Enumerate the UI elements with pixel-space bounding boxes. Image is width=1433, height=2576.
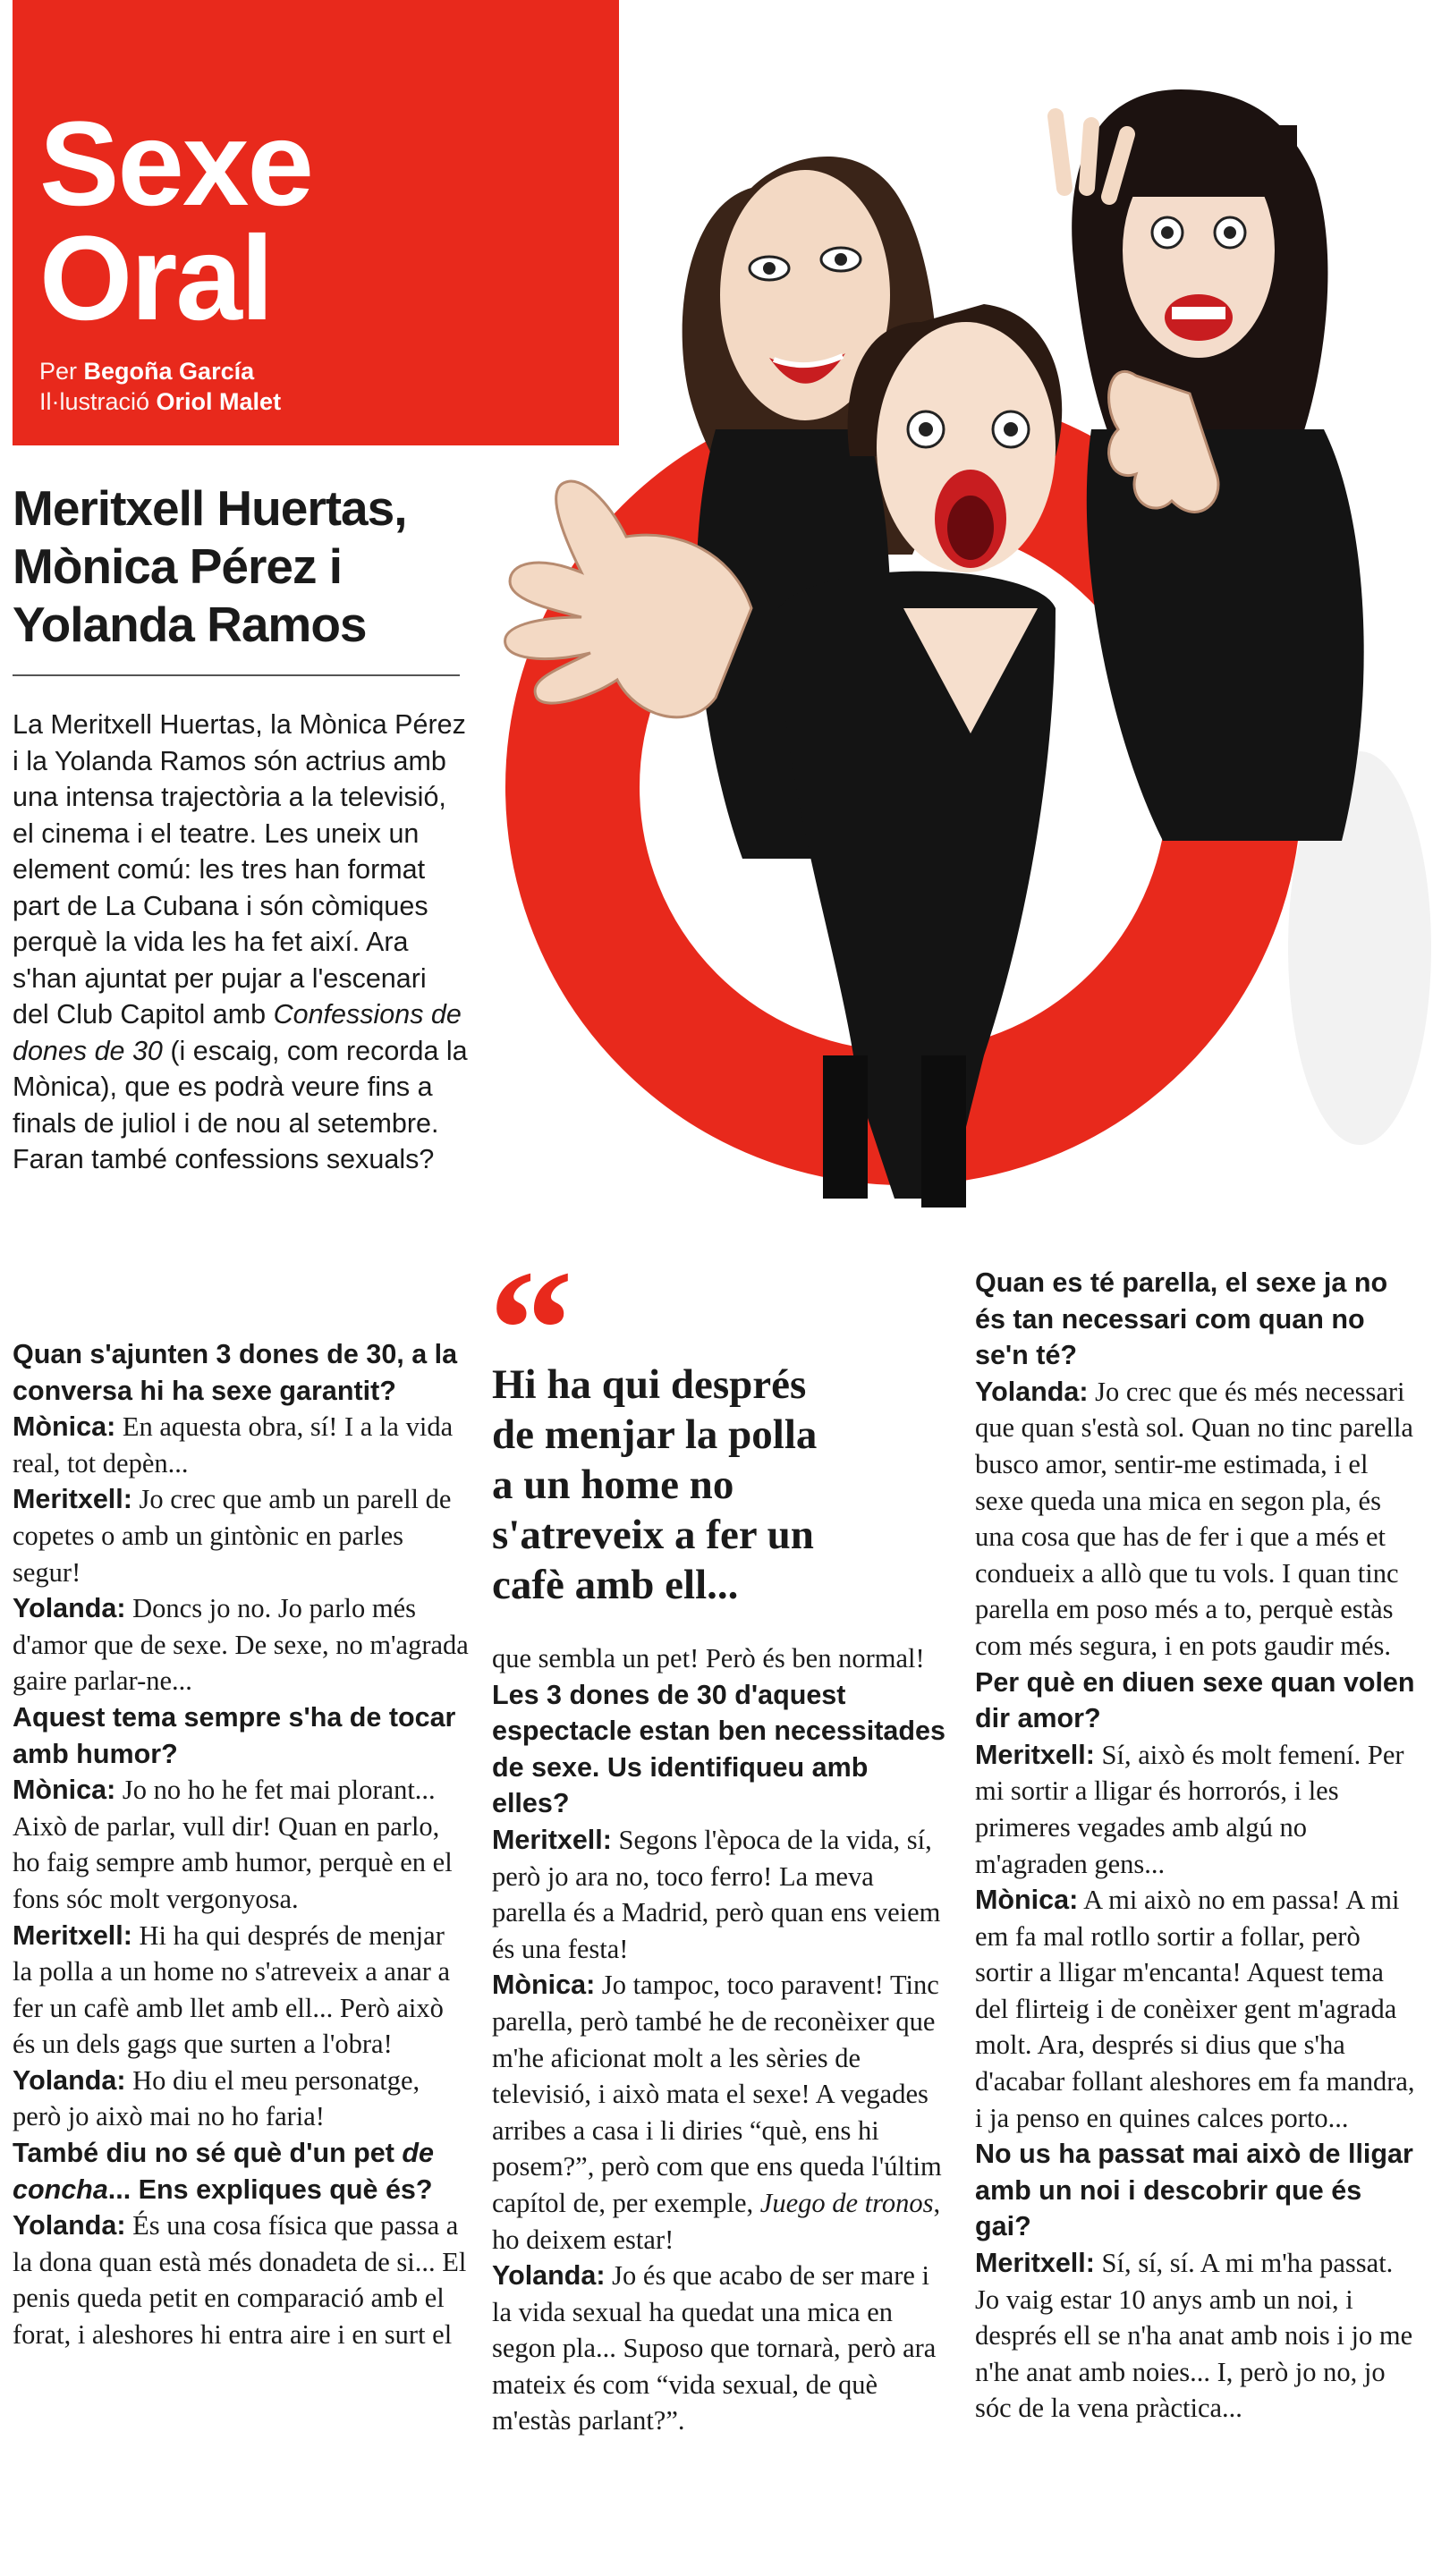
pull-quote bbox=[492, 1360, 957, 1610]
speaker: Mònica: bbox=[13, 1775, 116, 1806]
interviewee-names bbox=[13, 479, 478, 654]
answer-continued: que sembla un pet! Però és ben normal! bbox=[492, 1643, 925, 1674]
interview-column-3 bbox=[975, 1265, 1422, 2427]
pullquote-line-5: cafè amb ell... bbox=[492, 1562, 739, 1608]
answer bbox=[13, 2207, 469, 2352]
speaker: Yolanda: bbox=[975, 1376, 1089, 1407]
answer-text: Jo tampoc, toco paravent! Tinc parella, però també he de reconèixer que m'he aficionat molt a les sèries de televisió, i això mata el sexe! A vegades arribes a casa i li diries “què, ens hi posem?”, però com que ens queda l'últim capítol de, per exemple, bbox=[492, 1970, 942, 2218]
answer-text: És una cosa física que passa a la dona quan està més donadeta de si... El penis queda petit en comparació amb el forat, i aleshores hi entra aire i en surt el bbox=[13, 2210, 467, 2351]
speaker: Mònica: bbox=[13, 1411, 116, 1443]
illustration-credit bbox=[39, 386, 281, 417]
answer-text: Doncs jo no. Jo parlo més d'amor que de sexe. De sexe, no m'agrada gaire parlar-ne... bbox=[13, 1593, 469, 1697]
pullquote-line-4: s'atreveix a fer un bbox=[492, 1512, 814, 1558]
answer bbox=[975, 1737, 1422, 1882]
byline-prefix: Per bbox=[39, 358, 78, 385]
answer-text: Jo crec que és més necessari que quan s'està sol. Quan no tinc parella busco amor, sentir-me estimada, i el sexe queda una mica en segon pla, és una cosa que has de fer i que a més et condueix a allò que tu vols. I quan tinc parella em poso més a to, perquè estàs com més segura, i en pots gaudir més. bbox=[975, 1376, 1413, 1661]
answer-text: Sí, sí, sí. A mi m'ha passat. Jo vaig estar 10 anys amb un noi, i després ell se n'ha anat amb nois i jo me n'he anat amb noies... I, però jo no, jo sóc de la vena pràctica... bbox=[975, 2248, 1413, 2424]
intro-text-start: La Meritxell Huertas, la Mònica Pérez i la Yolanda Ramos són actrius amb una intensa trajectòria a la televisió, el cinema i el teatre. Les uneix un element comú: les tres han format part de La Cubana i són còmiques perquè la vida les ha fet així. Ara s'han ajuntat per pujar a l'escenari del Club Capitol amb bbox=[13, 709, 466, 1030]
answer-text: Segons l'època de la vida, sí, però jo ara no, toco ferro! La meva parella és a Madrid, però quan ens veiem és una festa! bbox=[492, 1824, 941, 1964]
intro-paragraph bbox=[13, 707, 469, 1178]
answer bbox=[492, 1822, 948, 1967]
answer-text: Ho diu el meu personatge, però jo això mai no ho faria! bbox=[13, 2064, 420, 2132]
answer bbox=[13, 1590, 469, 1699]
section-title bbox=[39, 97, 312, 345]
answer bbox=[13, 1481, 469, 1590]
speaker: Yolanda: bbox=[13, 2064, 126, 2096]
question-text-end: ... Ens expliques què és? bbox=[107, 2174, 433, 2205]
pullquote-line-3: a un home no bbox=[492, 1462, 734, 1508]
title-line-1: Sexe bbox=[39, 97, 312, 231]
speaker: Yolanda: bbox=[13, 1593, 126, 1624]
pullquote-line-2: de menjar la polla bbox=[492, 1411, 818, 1458]
interview-column-2 bbox=[492, 1640, 948, 2439]
answer bbox=[13, 1409, 469, 1481]
question: Quan s'ajunten 3 dones de 30, a la conversa hi ha sexe garantit? bbox=[13, 1339, 458, 1406]
question: Per què en diuen sexe quan volen dir amor? bbox=[975, 1666, 1415, 1734]
answer bbox=[13, 2063, 469, 2135]
question: Quan es té parella, el sexe ja no és tan necessari com quan no se'n té? bbox=[975, 1267, 1388, 1371]
heading-divider bbox=[13, 674, 460, 676]
credits bbox=[39, 356, 281, 417]
names-line-2: Mònica Pérez i bbox=[13, 538, 343, 594]
question bbox=[13, 2135, 469, 2207]
speaker: Yolanda: bbox=[492, 2260, 606, 2292]
series-title: Juego de tronos bbox=[759, 2187, 934, 2218]
names-line-1: Meritxell Huertas, bbox=[13, 480, 407, 536]
title-line-2: Oral bbox=[39, 212, 273, 345]
answer-text: Jo és que acabo de ser mare i la vida sexual ha quedat una mica en segon pla... Suposo que tornarà, però ara mateix és com “vida sexual, de què m'estàs parlant?”. bbox=[492, 2260, 937, 2436]
speaker: Meritxell: bbox=[975, 1739, 1095, 1770]
answer-text: En aquesta obra, sí! I a la vida real, tot depèn... bbox=[13, 1411, 454, 1479]
answer bbox=[13, 1918, 469, 2063]
answer-text: Hi ha qui després de menjar la polla a un home no s'atreveix a anar a fer un cafè amb llet amb ell... Però això és un dels gags que surten a l'obra! bbox=[13, 1919, 451, 2060]
caricature-illustration bbox=[483, 54, 1431, 1234]
speaker: Yolanda: bbox=[13, 2210, 126, 2241]
answer bbox=[13, 1772, 469, 1917]
speaker: Mònica: bbox=[492, 1970, 596, 2001]
answer bbox=[975, 1374, 1422, 1665]
answer-text: Sí, això és molt femení. Per mi sortir a lligar és horrorós, i les primeres vegades amb algú no m'agraden gens... bbox=[975, 1739, 1404, 1879]
show-title: Confessions de dones de 30 bbox=[13, 999, 462, 1066]
illustration-prefix: Il·lustració bbox=[39, 388, 150, 415]
intro-text-end: (i escaig, com recorda la Mònica), que es podrà veure fins a finals de juliol i de nou al setembre. Faran també confessions sexuals? bbox=[13, 1035, 468, 1174]
question: No us ha passat mai això de lligar amb un noi i descobrir que és gai? bbox=[975, 2139, 1413, 2242]
byline bbox=[39, 356, 281, 386]
speaker: Meritxell: bbox=[975, 2248, 1095, 2279]
question-italic: de concha bbox=[13, 2138, 434, 2205]
question: Aquest tema sempre s'ha de tocar amb humor? bbox=[13, 1701, 456, 1769]
answer bbox=[975, 1882, 1422, 2136]
speaker: Mònica: bbox=[975, 1885, 1079, 1916]
names-line-3: Yolanda Ramos bbox=[13, 597, 367, 652]
byline-author: Begoña García bbox=[83, 358, 255, 385]
answer-text-end: , ho deixem estar! bbox=[492, 2187, 941, 2255]
speaker: Meritxell: bbox=[13, 1484, 132, 1515]
illustrator-name: Oriol Malet bbox=[156, 388, 282, 415]
answer-text: Jo crec que amb un parell de copetes o amb un gintònic en parles segur! bbox=[13, 1484, 452, 1588]
speaker: Meritxell: bbox=[492, 1824, 612, 1855]
speaker: Meritxell: bbox=[13, 1919, 132, 1951]
answer bbox=[492, 2258, 948, 2439]
quote-mark-icon: “ bbox=[488, 1236, 573, 1424]
question-text: També diu no sé què d'un pet bbox=[13, 2138, 403, 2169]
pullquote-line-1: Hi ha qui després bbox=[492, 1361, 807, 1408]
question: Les 3 dones de 30 d'aquest espectacle estan ben necessitades de sexe. Us identifiqueu amb elles? bbox=[492, 1679, 945, 1819]
answer bbox=[492, 1967, 948, 2258]
answer-text: A mi això no em passa! A mi em fa mal rotllo sortir a follar, però sortir a lligar m'encanta! Aquest tema del flirteig i de conèixer gent m'agrada molt. Ara, després si dius que s'ha d'acabar follant aleshores em fa mandra, i ja penso en quines calces porto... bbox=[975, 1885, 1415, 2133]
answer bbox=[975, 2245, 1422, 2427]
answer-text: Jo no ho he fet mai plorant... Això de parlar, vull dir! Quan en parlo, ho faig sempre amb humor, perquè en el fons sóc molt vergonyosa. bbox=[13, 1775, 453, 1914]
interview-column-1 bbox=[13, 1336, 469, 2353]
